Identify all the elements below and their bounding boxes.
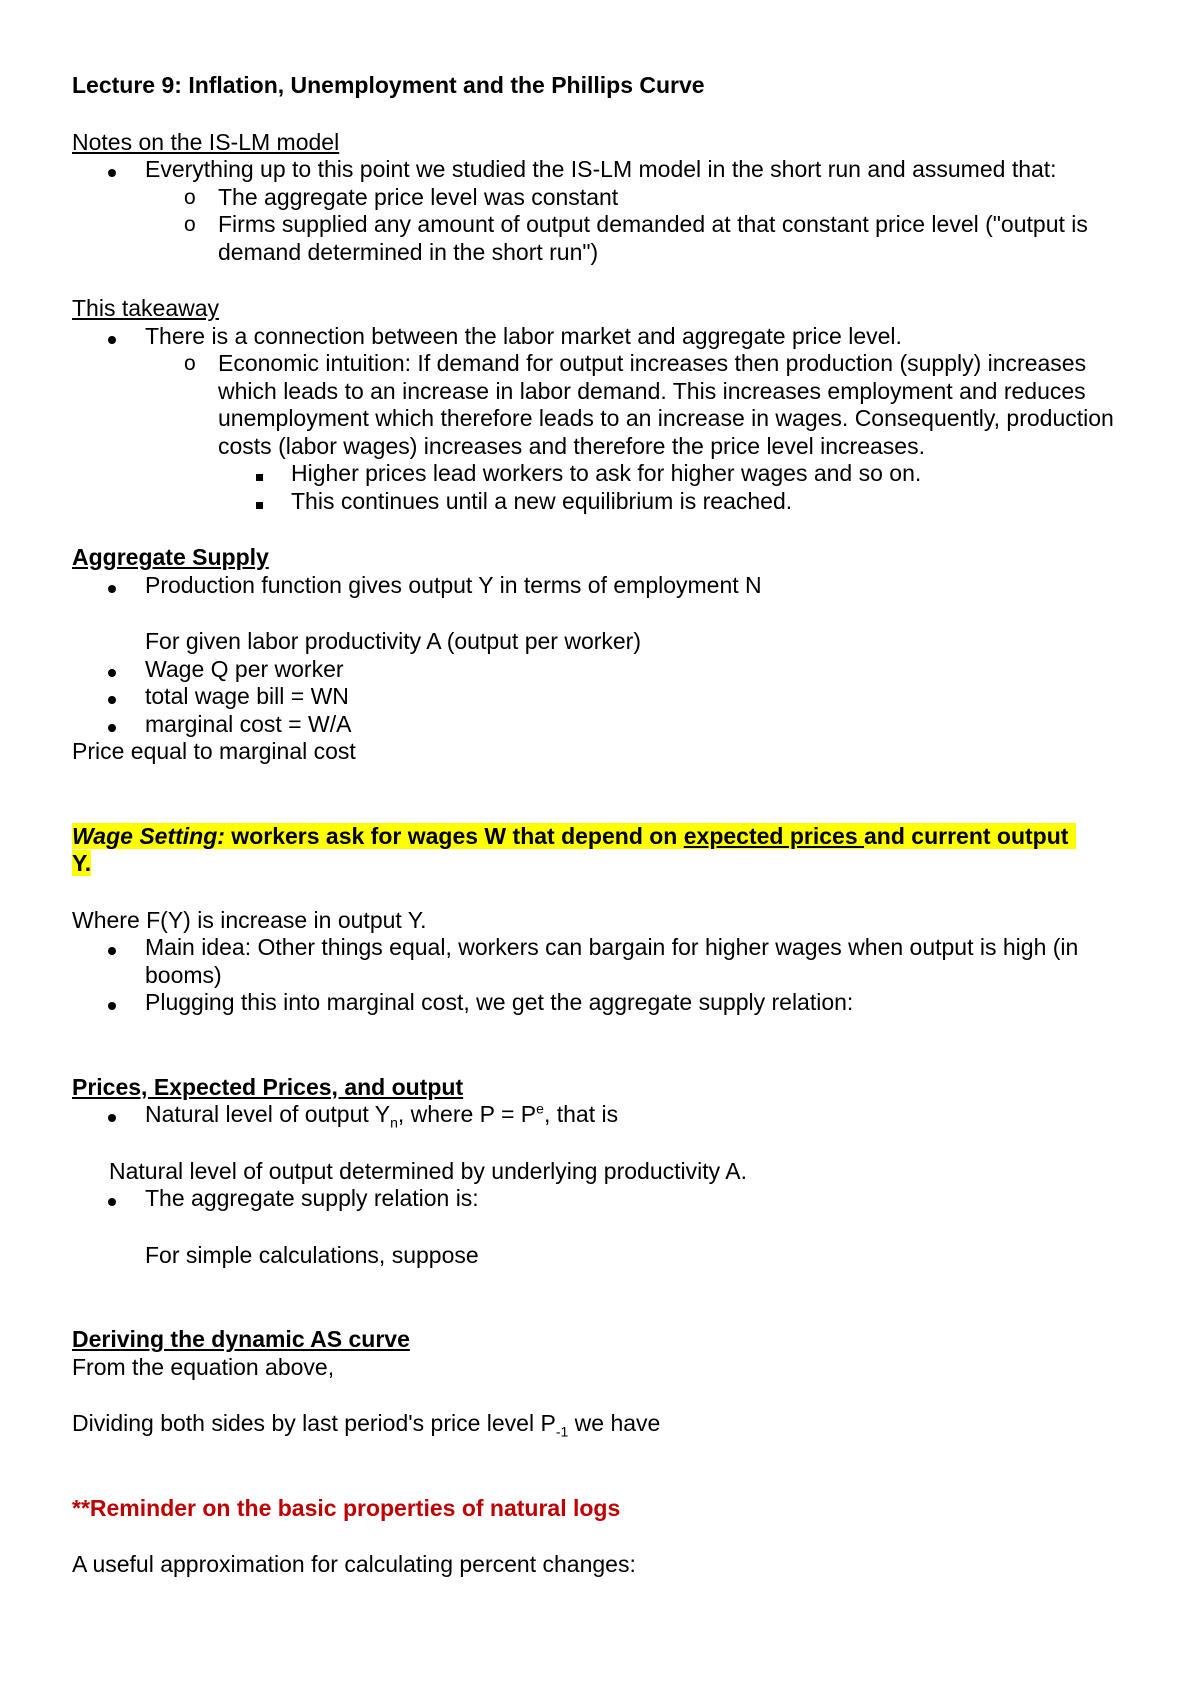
list-item: Main idea: Other things equal, workers can bargain for higher wages when output is high (in booms)	[72, 934, 1145, 989]
equation-line: From the equation above,	[72, 1353, 335, 1380]
dynamic-as-heading: Deriving the dynamic AS curve	[72, 1326, 410, 1352]
page-title: Lecture 9: Inflation, Unemployment and the Phillips Curve	[72, 72, 705, 98]
bullet-disc-icon	[108, 1002, 116, 1010]
list-item: Plugging this into marginal cost, we get the aggregate supply relation:	[72, 989, 1138, 1017]
list-item: Wage Q per worker	[72, 656, 1138, 684]
price-marginal-cost: Price equal to marginal cost	[72, 738, 356, 764]
bullet-disc-icon	[108, 696, 116, 704]
natural-level-note: Natural level of output determined by underlying productivity A.	[109, 1157, 747, 1184]
reminder-heading: **Reminder on the basic properties of natural logs	[72, 1494, 621, 1521]
bullet-disc-icon	[108, 336, 116, 344]
expected-prices-text: expected prices	[683, 822, 865, 849]
list-item: Production function gives output Y in terms of employment N	[72, 572, 1138, 600]
list-item: Higher prices lead workers to ask for higher wages and so on.	[72, 460, 1138, 488]
bullet-circle-icon: o	[184, 185, 196, 209]
list-item: o Economic intuition: If demand for output increases then production (supply) increases which leads to an increase in labor demand. This increases employment and reduces unemployment which therefore leads to an increase in wages. Consequently, production costs (labor wages) increases and therefore the price level increases.	[184, 350, 1114, 459]
bullet-square-icon	[256, 502, 263, 509]
islm-heading: Notes on the IS-LM model	[72, 128, 340, 155]
takeaway-heading: This takeaway	[72, 295, 220, 321]
approximation-line: A useful approximation for calculating percent changes:	[72, 1551, 636, 1577]
bullet-disc-icon	[108, 585, 116, 593]
list-item: total wage bill = WN	[72, 683, 1138, 711]
bullet-disc-icon	[108, 1114, 116, 1122]
bullet-disc-icon	[108, 947, 116, 955]
aggregate-supply-heading: Aggregate Supply	[72, 544, 269, 570]
list-item: Everything up to this point we studied the IS-LM model in the short run and assumed that:	[72, 156, 1138, 184]
document-page: Lecture 9: Inflation, Unemployment and the Phillips Curve Notes on the IS-LM model Everything up to this point we studied the IS-LM model in the short run and assumed that: o The aggregate price level was constant o Firms supplied any amount of output demanded at that constant price level ("output is demand determined in the short run") This takeaway There is a connection between the labor market and aggregate price level. o Economic intuition: If demand for output increases then production (supply) increases which leads to an increase in labor demand. This increases employment and reduces unemployment which therefore leads to an increase in wages. Consequently, production costs (labor wages) increases and therefore the price level increases. Higher prices lead workers to ask for higher wages and so on. This continues until a new equilibrium is reached. Aggregate Supply Production function gives output Y in terms of employment N For given labor productivity A (output per worker) Wage Q per worker total wage bill = WN marginal cost = W/A Price equal to marginal cost Wage Setting: workers ask for wages W that depend on expected prices and current output Y. Where F(Y) is increase in output Y. Main idea: Other things equal, workers can bargain for higher wages when output is high (in booms) Plugging this into marginal cost, we get the aggregate supply relation: Prices, Expected Prices, and output Natural level of output $Y_n$, where $P = P^e$, that is Natural level of output determined by underlying productivity A. The aggregate supply relation is: For simple calculations, suppose Deriving the dynamic AS curve From the equation above, Dividing both sides by last period's price level $P_{-1}$ we have **Reminder on the basic properties of natural logs A useful approximation for calculating percent changes:	[0, 0, 1200, 1579]
wage-setting-line: Wage Setting: workers ask for wages W that depend on expected prices and current output	[72, 823, 1138, 851]
bullet-disc-icon	[108, 724, 116, 732]
bullet-disc-icon	[108, 669, 116, 677]
list-item: marginal cost = W/A	[72, 711, 1138, 739]
bullet-square-icon	[256, 474, 263, 481]
prices-heading: Prices, Expected Prices, and output	[72, 1073, 464, 1100]
bullet-circle-icon: o	[184, 213, 196, 236]
list-item: This continues until a new equilibrium is reached.	[72, 488, 1138, 516]
wage-setting-label: Wage Setting:	[72, 822, 225, 849]
bullet-circle-icon: o	[184, 352, 196, 375]
list-item: Natural level of output $Y_n$, where $P = P^e$, that is	[72, 1101, 1138, 1129]
bullet-disc-icon	[108, 169, 116, 177]
list-item: o The aggregate price level was constant	[184, 183, 619, 210]
where-line: Where F(Y) is increase in output Y.	[72, 906, 427, 933]
dividing-line: Dividing both sides by last period's price level $P_{-1}$ we have	[72, 1410, 661, 1440]
bullet-disc-icon	[108, 1198, 116, 1206]
productivity-note: For given labor productivity A (output per worker)	[145, 628, 642, 654]
list-item: The aggregate supply relation is:	[72, 1185, 1138, 1213]
simple-calc-note: For simple calculations, suppose	[145, 1241, 479, 1268]
list-item: o Firms supplied any amount of output demanded at that constant price level ("output is demand determined in the short run")	[184, 211, 1088, 265]
list-item: There is a connection between the labor market and aggregate price level.	[72, 323, 1138, 351]
